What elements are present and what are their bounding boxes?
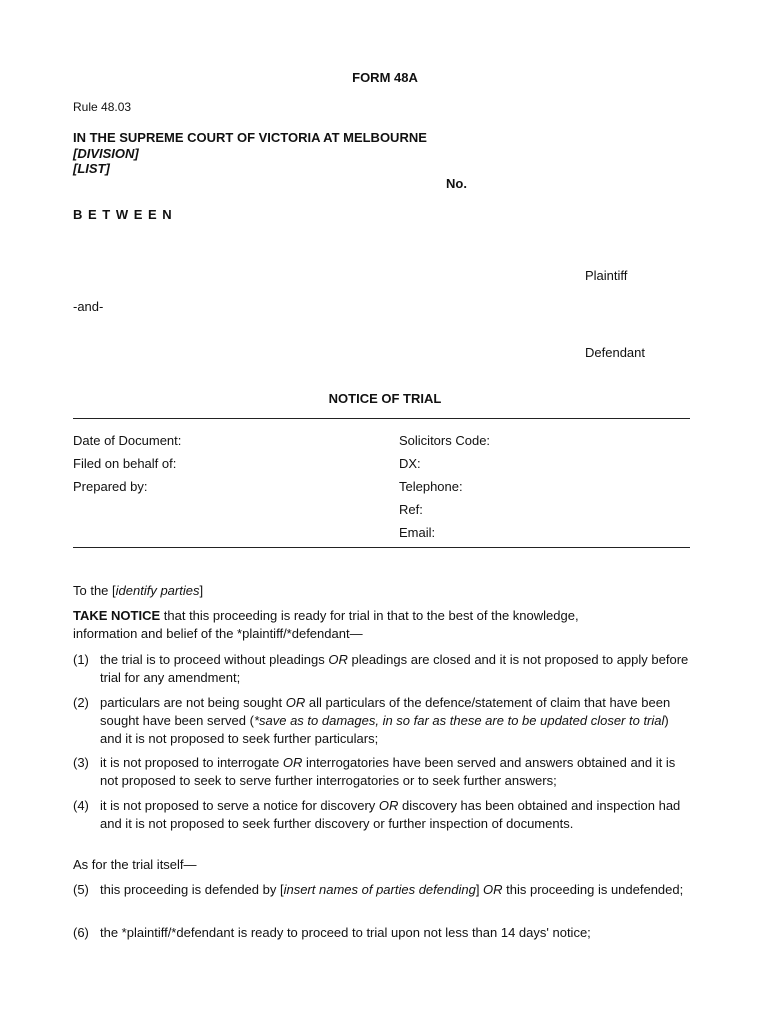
and-separator: -and- bbox=[73, 299, 104, 314]
proceeding-number-label: No. bbox=[446, 176, 467, 191]
dx-label: DX: bbox=[399, 456, 421, 471]
court-name: IN THE SUPREME COURT OF VICTORIA AT MELBOURNE bbox=[73, 130, 427, 145]
list-item: (4) it is not proposed to serve a notice for discovery OR discovery has been obtained and inspection had and it is not proposed to seek further discovery or further inspection of documents. bbox=[73, 798, 681, 831]
solicitors-code-label: Solicitors Code: bbox=[399, 433, 491, 448]
top-divider bbox=[73, 418, 690, 419]
list-item: (6) the *plaintiff/*defendant is ready to proceed to trial upon not less than 14 days' notice; bbox=[73, 925, 591, 940]
list-item: (2) particulars are not being sought OR all particulars of the defence/statement of claim that have been sought have been served (*save as to damages, in so far as these are to be updated closer to trial) and it is not proposed to seek further particulars; bbox=[73, 695, 671, 746]
bottom-divider bbox=[73, 547, 690, 548]
rule-reference: Rule 48.03 bbox=[73, 100, 132, 114]
take-notice-paragraph: TAKE NOTICE that this proceeding is ready for trial in that to the best of the knowledge, information and belief of the *plaintiff/*defendant— bbox=[73, 608, 579, 641]
notice-title: NOTICE OF TRIAL bbox=[328, 391, 442, 406]
trial-intro: As for the trial itself— bbox=[73, 857, 197, 872]
ref-label: Ref: bbox=[399, 502, 423, 517]
details-left bbox=[73, 429, 181, 498]
prepared-by-label: Prepared by: bbox=[73, 479, 148, 494]
list-item: (1) the trial is to proceed without pleadings OR pleadings are closed and it is not proposed to apply before trial for any amendment; bbox=[73, 652, 689, 685]
plaintiff-label: Plaintiff bbox=[585, 268, 628, 283]
list-placeholder: [LIST] bbox=[73, 161, 110, 176]
form-title: FORM 48A bbox=[352, 70, 418, 85]
defendant-label: Defendant bbox=[585, 345, 645, 360]
addressee-line: To the [identify parties] bbox=[73, 583, 204, 598]
date-of-document-label: Date of Document: bbox=[73, 433, 182, 448]
division-placeholder: [DIVISION] bbox=[73, 146, 139, 161]
telephone-label: Telephone: bbox=[399, 479, 463, 494]
list-item: (3) it is not proposed to interrogate OR interrogatories have been served and answers obtained and it is not proposed to seek to serve further interrogatories or to seek further answers; bbox=[73, 755, 676, 788]
between-heading: B E T W E E N bbox=[73, 207, 173, 222]
details-right bbox=[399, 429, 490, 544]
filed-on-behalf-label: Filed on behalf of: bbox=[73, 456, 177, 471]
email-label: Email: bbox=[399, 525, 436, 540]
list-item: (5) this proceeding is defended by [insert names of parties defending] OR this proceeding is undefended; bbox=[73, 882, 684, 897]
